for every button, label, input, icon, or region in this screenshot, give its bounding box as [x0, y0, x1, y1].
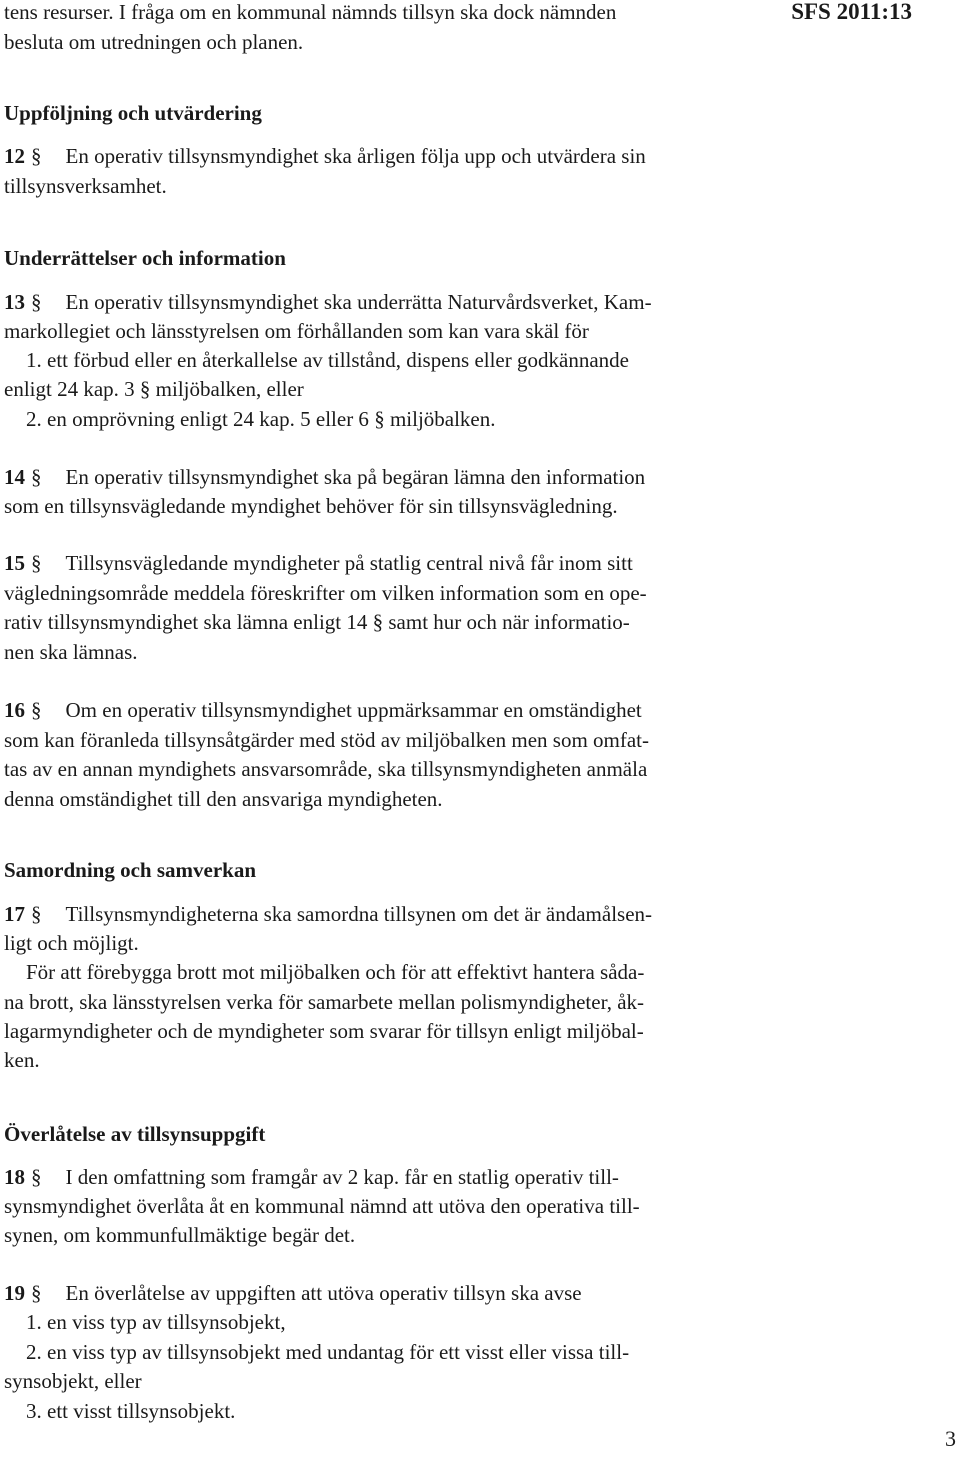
section-symbol: § [139, 377, 151, 401]
document-id: SFS 2011:13 [791, 0, 912, 24]
list-text: 2. en omprövning enligt 24 kap. 5 eller 6 [26, 407, 369, 431]
paragraph-text: En överlåtelse av uppgiften att utöva operativ tillsyn ska avse [65, 1281, 582, 1305]
paragraph-15-line-1 [4, 548, 633, 578]
paragraph-16-line-4: denna omständighet till den ansvariga myndigheten. [4, 787, 443, 811]
section-symbol: § [31, 551, 42, 575]
paragraph-15-line-3 [4, 607, 630, 637]
intro-line-1: tens resurser. I fråga om en kommunal nämnds tillsyn ska dock nämnden [4, 0, 617, 24]
section-number: 12 [4, 144, 25, 168]
paragraph-13-line-2: markollegiet och länsstyrelsen om förhållanden som kan vara skäl för [4, 319, 589, 343]
paragraph-18-line-2: synsmyndighet överlåta åt en kommunal nämnd att utöva den operativa till- [4, 1194, 640, 1218]
list-text: miljöbalken. [389, 407, 496, 431]
paragraph-17-line-3: För att förebygga brott mot miljöbalken och för att effektivt hantera såda- [26, 960, 645, 984]
section-number: 16 [4, 698, 25, 722]
heading-uppfoljning: Uppföljning och utvärdering [4, 101, 262, 125]
list-item-1-line-2 [4, 374, 304, 404]
paragraph-12-line-2: tillsynsverksamhet. [4, 174, 167, 198]
paragraph-16-line-1 [4, 695, 642, 725]
heading-overlatelse: Överlåtelse av tillsynsuppgift [4, 1122, 266, 1146]
heading-underrattelser: Underrättelser och information [4, 246, 286, 270]
section-symbol: § [31, 144, 42, 168]
paragraph-text: En operativ tillsynsmyndighet ska underrätta Naturvårdsverket, Kam- [65, 290, 652, 314]
paragraph-13-line-1 [4, 287, 652, 317]
paragraph-text: rativ tillsynsmyndighet ska lämna enligt 14 [4, 610, 368, 634]
list-item-2-line-2: synsobjekt, eller [4, 1369, 142, 1393]
list-item-2-line-1: 2. en viss typ av tillsynsobjekt med undantag för ett visst eller vissa till- [26, 1340, 630, 1364]
section-number: 15 [4, 551, 25, 575]
list-text: miljöbalken, eller [155, 377, 304, 401]
section-symbol: § [372, 610, 384, 634]
paragraph-17-line-6: ken. [4, 1048, 40, 1072]
list-item-1-line-1: 1. ett förbud eller en återkallelse av tillstånd, dispens eller godkännande [26, 348, 629, 372]
section-number: 19 [4, 1281, 25, 1305]
paragraph-18-line-3: synen, om kommunfullmäktige begär det. [4, 1223, 356, 1247]
section-number: 18 [4, 1165, 25, 1189]
paragraph-16-line-2: som kan föranleda tillsynsåtgärder med stöd av miljöbalken men som omfat- [4, 728, 650, 752]
paragraph-12-line-1 [4, 141, 646, 171]
section-symbol: § [374, 407, 385, 431]
list-item-2 [26, 404, 496, 434]
paragraph-text: En operativ tillsynsmyndighet ska årligen följa upp och utvärdera sin [65, 144, 646, 168]
paragraph-text: En operativ tillsynsmyndighet ska på begäran lämna den information [65, 465, 646, 489]
paragraph-text: Tillsynsvägledande myndigheter på statlig central nivå får inom sitt [65, 551, 633, 575]
paragraph-text: Om en operativ tillsynsmyndighet uppmärksammar en omständighet [65, 698, 642, 722]
paragraph-17-line-2: ligt och möjligt. [4, 931, 139, 955]
section-symbol: § [31, 1281, 42, 1305]
paragraph-text: samt hur och när informatio- [388, 610, 630, 634]
section-number: 14 [4, 465, 25, 489]
paragraph-17-line-1 [4, 899, 652, 929]
paragraph-15-line-2: vägledningsområde meddela föreskrifter om vilken information som en ope- [4, 581, 647, 605]
list-item-1: 1. en viss typ av tillsynsobjekt, [26, 1310, 286, 1334]
page-number: 3 [945, 1426, 956, 1451]
paragraph-16-line-3: tas av en annan myndighets ansvarsområde, ska tillsynsmyndigheten anmäla [4, 757, 648, 781]
paragraph-15-line-4: nen ska lämnas. [4, 640, 138, 664]
paragraph-19-line-1 [4, 1278, 582, 1308]
section-symbol: § [31, 698, 42, 722]
section-symbol: § [31, 290, 42, 314]
paragraph-14-line-1 [4, 462, 645, 492]
section-number: 13 [4, 290, 25, 314]
paragraph-text: Tillsynsmyndigheterna ska samordna tillsynen om det är ändamålsen- [65, 902, 653, 926]
section-symbol: § [31, 1165, 42, 1189]
paragraph-18-line-1 [4, 1162, 619, 1192]
paragraph-17-line-5: lagarmyndigheter och de myndigheter som svarar för tillsyn enligt miljöbal- [4, 1019, 644, 1043]
section-symbol: § [31, 902, 42, 926]
paragraph-text: I den omfattning som framgår av 2 kap. får en statlig operativ till- [65, 1165, 619, 1189]
paragraph-17-line-4: na brott, ska länsstyrelsen verka för samarbete mellan polismyndigheter, åk- [4, 990, 645, 1014]
paragraph-14-line-2: som en tillsynsvägledande myndighet behöver för sin tillsynsvägledning. [4, 494, 618, 518]
list-text: enligt 24 kap. 3 [4, 377, 135, 401]
intro-line-2: besluta om utredningen och planen. [4, 30, 304, 54]
section-symbol: § [31, 465, 42, 489]
list-item-3: 3. ett visst tillsynsobjekt. [26, 1399, 236, 1423]
heading-samordning: Samordning och samverkan [4, 858, 257, 882]
section-number: 17 [4, 902, 25, 926]
